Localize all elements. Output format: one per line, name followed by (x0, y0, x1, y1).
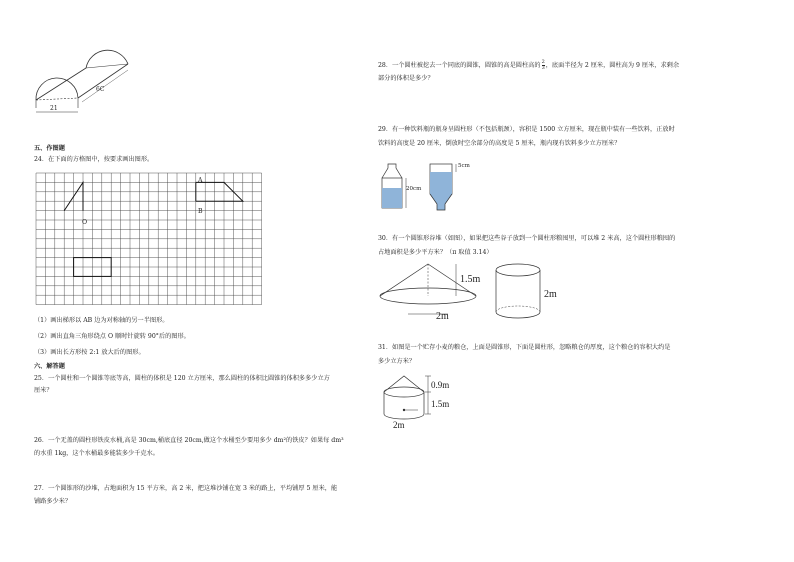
question-31-line-1: 31．如图是一个贮存小麦的粮仓，上面是圆锥形，下面是圆柱形，忽略粮仓的厚度，这个粮仓的容积大约是 (378, 344, 671, 351)
point-b-label: B (198, 208, 203, 215)
granary-base-label: 2m (393, 420, 405, 430)
question-27-line-1: 27．一个圆锥形的沙堆，占地面积为 15 平方米，高 2 米，把这堆沙铺在宽 3 米的路上，平均铺厚 5 厘米，能 (34, 485, 338, 492)
question-29-line-2: 饮料的高度是 20 厘米，倒放时空余部分的高度是 5 厘米，瓶内现有饮料多少立方厘米？ (378, 140, 621, 147)
question-24-part-2: （2）画出直角三角形绕点 O 顺时针旋转 90°后的图形。 (34, 333, 190, 340)
question-30-line-2: 占地面积是多少平方米？（π 取值 3.14） (378, 249, 493, 256)
question-26-line-2: 的水重 1kg，这个水桶最多能装多少千克水。 (34, 450, 159, 457)
cone-height-label: 1.5m (460, 274, 481, 285)
fraction-two-thirds (542, 60, 545, 71)
point-o-label: O (82, 219, 88, 226)
section-heading-solutions: 六、解答题 (34, 363, 65, 370)
question-28-text-b: ，底面半径为 2 厘米，圆柱高为 9 厘米，求剩余 (545, 62, 680, 69)
question-24-part-1: （1）画出梯形以 AB 边为对称轴的另一半图形。 (34, 317, 169, 324)
question-30-line-1: 30．有一个圆锥形谷堆（如图），如果把这些谷子放到一个圆柱形粮囤里，可以堆 2 米高，这个圆柱形粮囤的 (378, 235, 676, 242)
figure-length-label-2: 21 (50, 105, 58, 112)
bottle-figure (378, 160, 468, 215)
bottle-label-5cm: 5cm (458, 163, 470, 169)
fraction-numerator: 2 (541, 59, 545, 65)
question-25-line-2: 厘米？ (34, 387, 53, 394)
question-24-part-3: （3）画出长方形按 2:1 放大后的图形。 (34, 349, 145, 356)
figure-length-label-1: 6C (96, 86, 105, 93)
section-heading-drawing: 五、作图题 (34, 145, 65, 152)
question-28-text-a: 28．一个圆柱被挖去一个同底的圆锥，圆锥的高是圆柱高的 (378, 62, 541, 69)
question-28-line-1 (378, 60, 679, 71)
question-29-line-1: 29．有一种饮料瓶的瓶身呈圆柱形（不包括瓶颈），容积是 1500 立方厘米，现在瓶中装有一些饮料，正放时 (378, 126, 675, 133)
point-a-label: A (198, 177, 203, 184)
question-24: 24．在下面的方格图中，按要求画出图形。 (34, 156, 154, 163)
question-26-line-1: 26．一个无盖的圆柱形铁皮水桶,高是 30cm,桶底直径 20cm,做这个水桶至少要用多少 dm²的铁皮？如果每 dm³ (34, 437, 344, 444)
square-grid (36, 173, 262, 313)
granary-body-height-label: 1.5m (431, 399, 450, 409)
question-31-line-2: 多少立方米？ (378, 358, 416, 365)
cone-base-label: 2m (436, 311, 449, 322)
question-28-line-2: 部分的体积是多少？ (378, 75, 434, 82)
question-27-line-2: 铺路多少米？ (34, 498, 72, 505)
cone-and-cylinder-figure (378, 258, 558, 328)
cylinder-height-label: 2m (544, 289, 557, 300)
fraction-denominator: 3 (541, 65, 545, 71)
bottle-label-20cm: 20cm (406, 186, 422, 192)
question-25-line-1: 25．一个圆柱和一个圆锥等底等高，圆柱的体积是 120 立方厘米，那么圆柱的体积比圆锥的体积多多少立方 (34, 375, 330, 382)
granary-top-height-label: 0.9m (431, 380, 450, 390)
half-cylinder-figure (28, 40, 138, 120)
